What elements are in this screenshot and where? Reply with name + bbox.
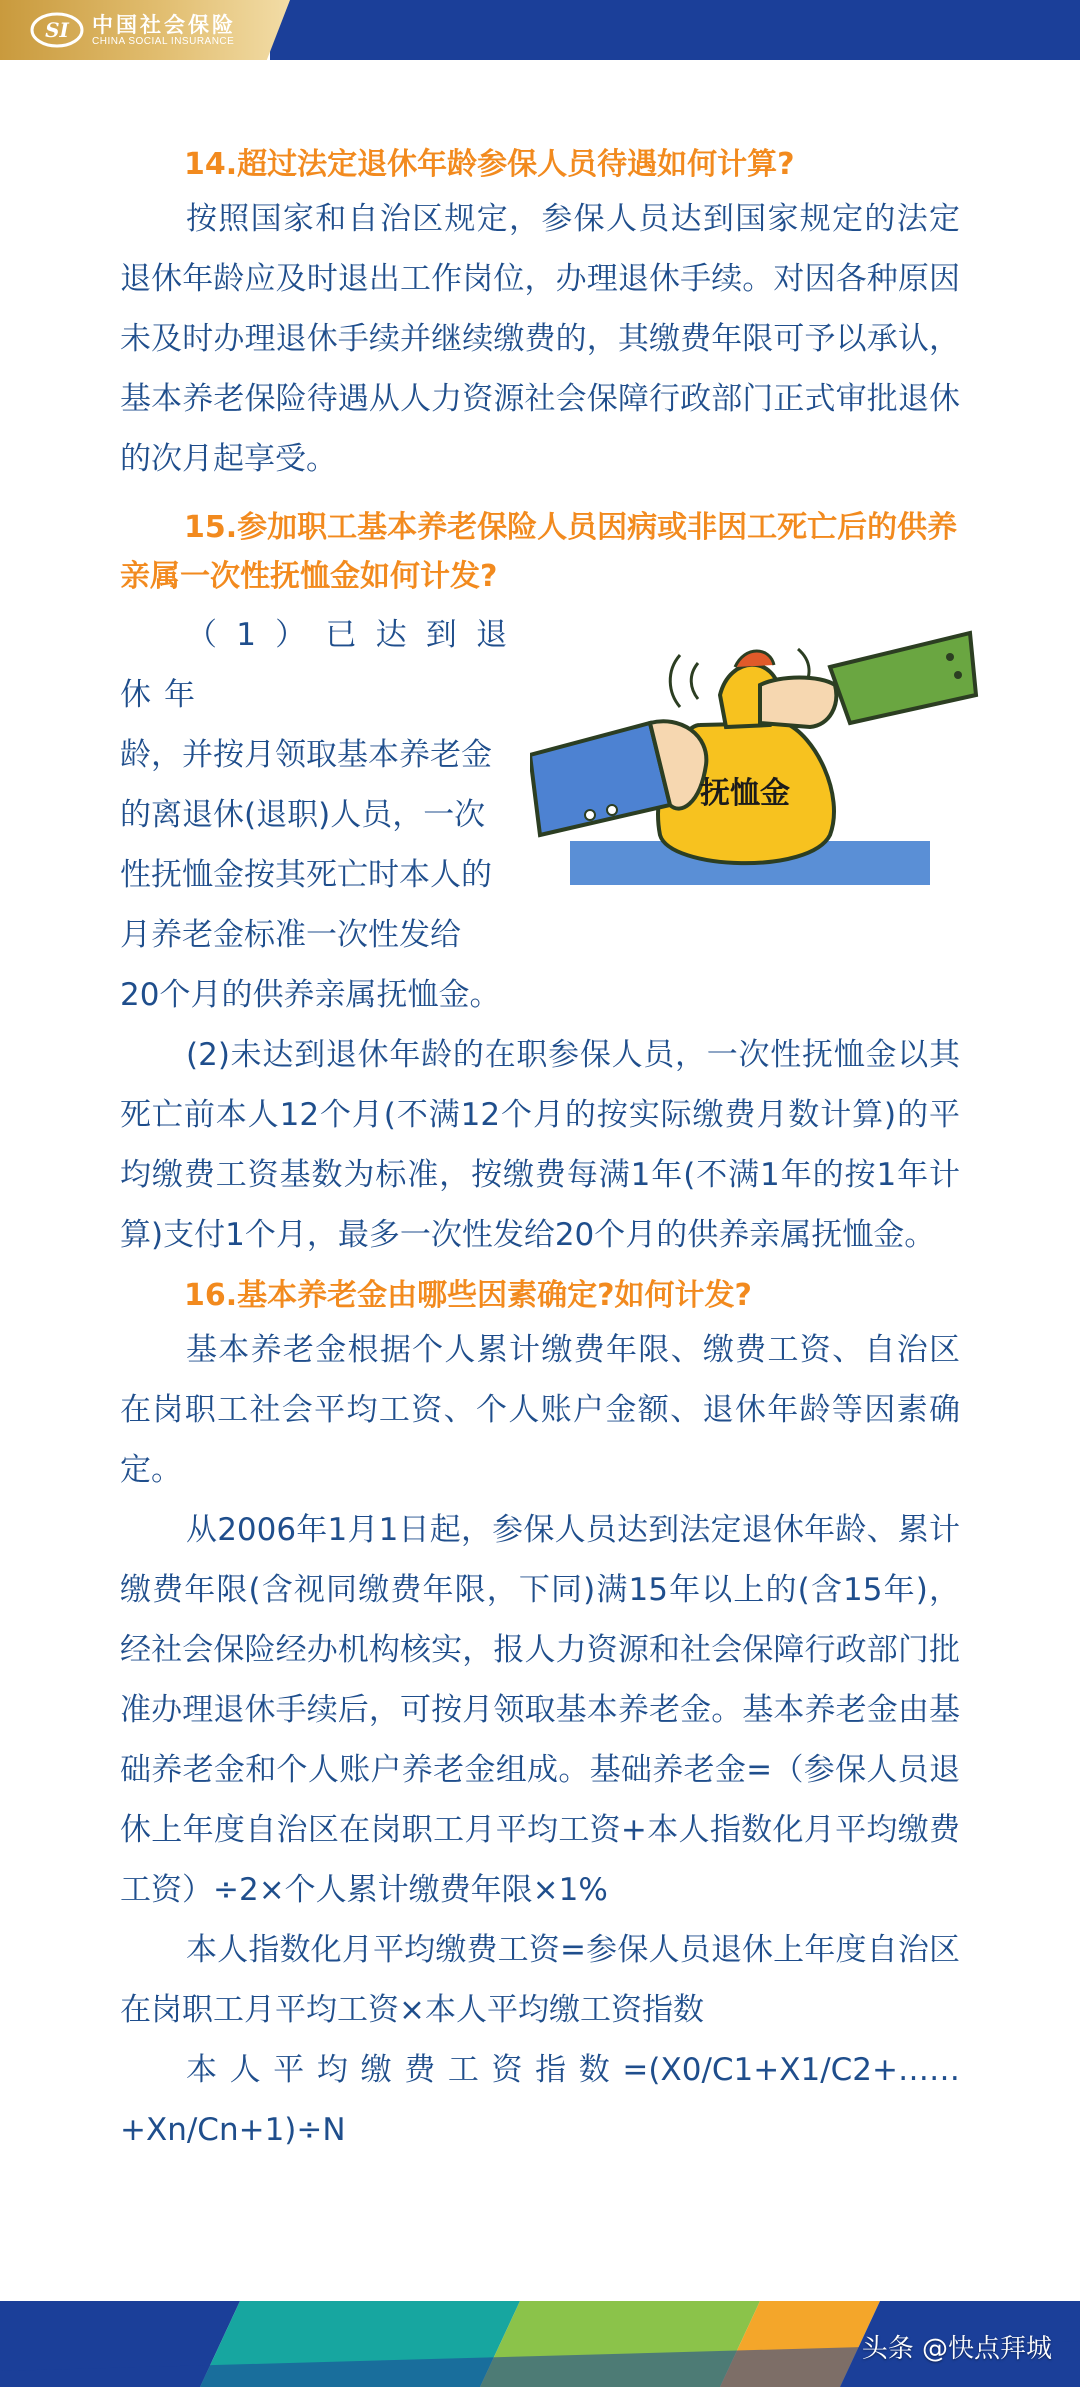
question-16-answer-4: 本人平均缴费工资指数=(X0/C1+X1/C2+……+Xn/Cn+1)÷N bbox=[120, 2052, 960, 2148]
footer-brand-text: 头条 @快点拜城 bbox=[861, 2334, 1052, 2364]
question-14-title: 14.超过法定退休年龄参保人员待遇如何计算? bbox=[184, 147, 795, 182]
answer-1-line: 20个月的供养亲属抚恤金。 bbox=[120, 977, 501, 1013]
header-blue-band bbox=[270, 0, 1080, 60]
answer-1-line: 月养老金标准一次性发给 bbox=[120, 917, 461, 953]
right-hand-shape bbox=[760, 678, 836, 728]
green-sleeve-shape bbox=[830, 633, 976, 723]
answer-1-line: 性抚恤金按其死亡时本人的 bbox=[120, 857, 492, 893]
question-15-title: 15.参加职工基本养老保险人员因病或非因工死亡后的供养亲属一次性抚恤金如何计发? bbox=[120, 510, 958, 594]
logo-chinese-name: 中国社会保险 bbox=[92, 12, 236, 37]
logo-english-name: CHINA SOCIAL INSURANCE bbox=[92, 36, 235, 47]
question-15-answer-1 bbox=[120, 605, 520, 1025]
social-insurance-logo-icon bbox=[30, 11, 84, 49]
article-body bbox=[120, 140, 960, 2160]
header-banner bbox=[0, 0, 1080, 60]
question-15-block bbox=[120, 605, 960, 1025]
answer-1-line: 龄，并按月领取基本养老金 bbox=[120, 737, 492, 773]
question-15-answer-2: (2)未达到退休年龄的在职参保人员，一次性抚恤金以其死亡前本人12个月(不满12个月的按实际缴费月数计算)的平均缴费工资基数为标准，按缴费每满1年(不满1年的按1年计算)支付1个月，最多一次性发给20个月的供养亲属抚恤金。 bbox=[120, 1037, 960, 1253]
question-16-answer-3: 本人指数化月平均缴费工资=参保人员退休上年度自治区在岗职工月平均工资×本人平均缴工资指数 bbox=[120, 1932, 960, 2028]
question-14-answer: 按照国家和自治区规定，参保人员达到国家规定的法定退休年龄应及时退出工作岗位，办理退休手续。对因各种原因未及时办理退休手续并继续缴费的，其缴费年限可予以承认，基本养老保险待遇从人力资源社会保障行政部门正式审批退休的次月起享受。 bbox=[120, 201, 960, 477]
blue-sleeve-shape bbox=[530, 723, 670, 835]
logo-mark-text: SI bbox=[45, 18, 69, 42]
question-16-title: 16.基本养老金由哪些因素确定?如何计发? bbox=[184, 1278, 752, 1313]
illustration-label: 抚恤金 bbox=[700, 776, 790, 811]
pension-bag-illustration bbox=[530, 605, 980, 905]
question-16-answer-1: 基本养老金根据个人累计缴费年限、缴费工资、自治区在岗职工社会平均工资、个人账户金额、退休年龄等因素确定。 bbox=[120, 1332, 960, 1488]
answer-1-line: （1）已达到退休年 bbox=[120, 617, 520, 713]
question-16-answer-2: 从2006年1月1日起，参保人员达到法定退休年龄、累计缴费年限(含视同缴费年限，下同)满15年以上的(含15年)，经社会保险经办机构核实，报人力资源和社会保障行政部门批准办理退休手续后，可按月领取基本养老金。基本养老金由基础养老金和个人账户养老金组成。基础养老金=（参保人员退休上年度自治区在岗职工月平均工资+本人指数化月平均缴费工资）÷2×个人累计缴费年限×1% bbox=[120, 1512, 960, 1908]
answer-1-line: 的离退休(退职)人员，一次 bbox=[120, 797, 486, 833]
footer-banner bbox=[0, 2301, 1080, 2387]
